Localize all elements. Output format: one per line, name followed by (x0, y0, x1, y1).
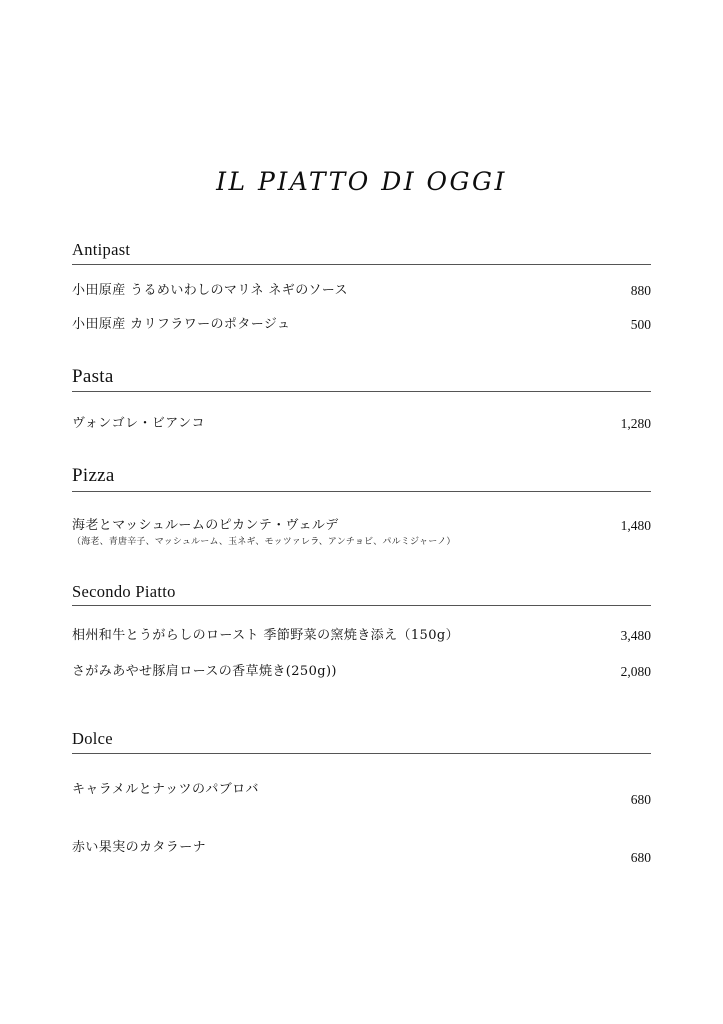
menu-section (72, 240, 651, 335)
menu-sections (72, 240, 651, 866)
menu-item (72, 780, 651, 808)
menu-item-main (72, 281, 599, 301)
menu-item-price: 3,480 (620, 628, 651, 644)
menu-item (72, 315, 651, 335)
menu-item-name: 赤い果実のカタラーナ (72, 839, 207, 855)
menu-item (72, 414, 651, 434)
menu-item (72, 626, 651, 646)
menu-item-description: （海老、青唐辛子、マッシュルーム、玉ネギ、モッツァレラ、アンチョビ、パルミジャーノ） (72, 537, 456, 548)
menu-item-price: 1,280 (620, 416, 651, 432)
menu-item-price: 2,080 (620, 663, 651, 679)
menu-item-name: ヴォンゴレ・ビアンコ (72, 416, 205, 432)
menu-item-main (72, 516, 599, 550)
menu-section (72, 365, 651, 434)
menu-item-price: 680 (630, 791, 651, 807)
section-heading: Dolce (72, 729, 651, 754)
menu-item-name: 小田原産 うるめいわしのマリネ ネギのソース (72, 282, 348, 298)
menu-item-list (72, 281, 651, 335)
menu-item-main (72, 662, 599, 682)
menu-item-price: 1,480 (620, 517, 651, 533)
menu-item-name: さがみあやせ豚肩ロースの香草焼き(250g)) (72, 663, 337, 679)
menu-section (72, 464, 651, 550)
section-heading: Pasta (72, 365, 651, 393)
menu-section (72, 729, 651, 866)
page-title: IL PIATTO DI OGGI (216, 167, 507, 196)
menu-section (72, 582, 651, 682)
section-heading: Pizza (72, 464, 651, 492)
section-heading: Antipast (72, 240, 651, 265)
menu-item-list (72, 414, 651, 434)
menu-item-name: 海老とマッシュルームのピカンテ・ヴェルデ (72, 517, 339, 533)
menu-item-name: 小田原産 カリフラワーのポタージュ (72, 317, 291, 333)
menu-item (72, 281, 651, 301)
menu-item-main (72, 838, 599, 858)
menu-item-main (72, 315, 599, 335)
menu-item-list (72, 516, 651, 550)
menu-item-price: 880 (630, 282, 651, 298)
menu-item-list (72, 626, 651, 681)
menu-item-main (72, 626, 599, 646)
menu-item-main (72, 414, 599, 434)
menu-item-price: 680 (630, 849, 651, 865)
menu-item (72, 662, 651, 682)
menu-item-name: キャラメルとナッツのパブロバ (72, 781, 259, 797)
menu-item-list (72, 780, 651, 866)
section-heading: Secondo Piatto (72, 582, 651, 607)
menu-item-price: 500 (630, 317, 651, 333)
menu-item (72, 516, 651, 550)
menu-item (72, 838, 651, 866)
menu-item-name: 相州和牛とうがらしのロースト 季節野菜の窯焼き添え（150g） (72, 628, 460, 644)
menu-item-main (72, 780, 599, 800)
